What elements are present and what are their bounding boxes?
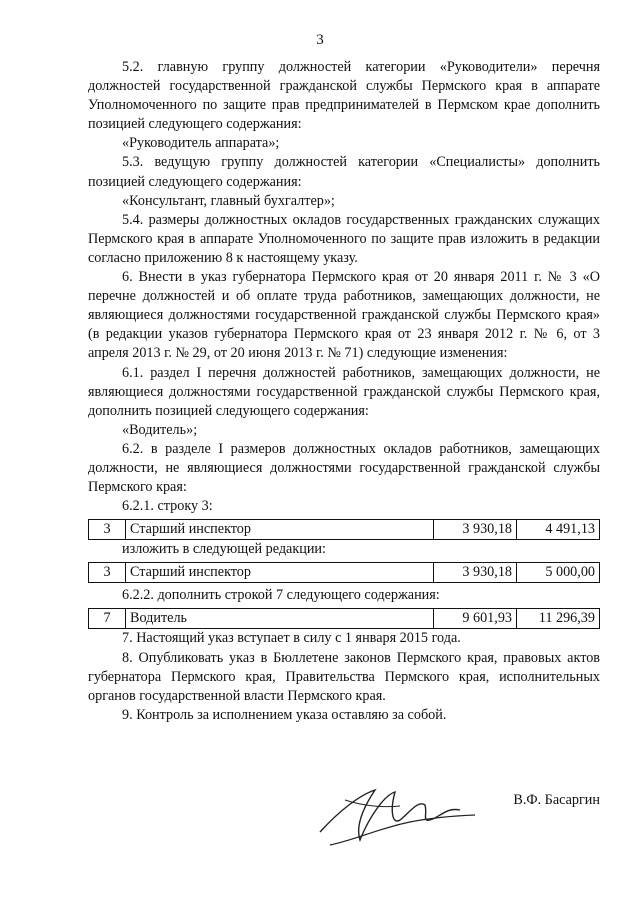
paragraph-5-2: 5.2. главную группу должностей категории «Руководители» перечня должностей государственной гражданской службы Пермского края в аппарате Уполномоченного по защите прав предпринимателей в Пермском крае дополнить позицией следующего содержания:: [88, 59, 600, 133]
signatory-name: В.Ф. Басаргин: [513, 792, 600, 808]
page-number: 3: [316, 32, 324, 48]
position-name: Водитель: [126, 609, 434, 629]
paragraph-6-1-quote: «Водитель»;: [122, 421, 198, 438]
paragraph-6: 6. Внести в указ губернатора Пермского края от 20 января 2011 г. № 3 «О перечне должностей и об оплате труда работников, замещающих должности, не являющиеся должностями государственной гражданской службы Пермского края» (в редакции указов губернатора Пермского края от 23 января 2012 г. № 6, от 3 апреля 2013 г. № 29, от 20 июня 2013 г. № 71) следующие изменения:: [88, 269, 600, 362]
salary-table-old-row: [88, 519, 600, 540]
salary-value-1: 9 601,93: [434, 609, 517, 629]
salary-value-2: 5 000,00: [517, 563, 600, 583]
paragraph-6-2-1: 6.2.1. строку 3:: [122, 498, 213, 515]
table-row: [89, 609, 600, 629]
paragraph-6-1: 6.1. раздел I перечня должностей работников, замещающих должности, не являющиеся должностями государственной гражданской службы Пермского края, дополнить позицией следующего содержания:: [88, 364, 600, 419]
salary-value-1: 3 930,18: [434, 563, 517, 583]
paragraph-7: 7. Настоящий указ вступает в силу с 1 января 2015 года.: [122, 630, 461, 647]
paragraph-8: 8. Опубликовать указ в Бюллетене законов Пермского края, правовых актов губернатора Пермского края, Правительства Пермского края, исполнительных органов государственной власти Пермского края.: [88, 649, 600, 704]
paragraph-6-2: 6.2. в разделе I размеров должностных окладов работников, замещающих должности, не являющиеся должностями государственной гражданской службы Пермского края:: [88, 440, 600, 496]
paragraph-5-2-quote: «Руководитель аппарата»;: [122, 135, 280, 152]
row-number: 3: [89, 520, 126, 540]
row-number: 3: [89, 563, 126, 583]
salary-value-2: 4 491,13: [517, 520, 600, 540]
paragraph-5-4: 5.4. размеры должностных окладов государственных гражданских служащих Пермского края в аппарате Уполномоченного по защите прав изложить в редакции согласно приложению 8 к настоящему указу.: [88, 211, 600, 266]
paragraph-replace-note: изложить в следующей редакции:: [122, 541, 326, 558]
salary-value-2: 11 296,39: [517, 609, 600, 629]
row-number: 7: [89, 609, 126, 629]
paragraph-5-3: 5.3. ведущую группу должностей категории «Специалисты» дополнить позицией следующего содержания:: [88, 154, 600, 190]
salary-value-1: 3 930,18: [434, 520, 517, 540]
handwritten-signature: [300, 770, 500, 860]
position-name: Старший инспектор: [126, 520, 434, 540]
position-name: Старший инспектор: [126, 563, 434, 583]
paragraph-6-2-2: 6.2.2. дополнить строкой 7 следующего содержания:: [122, 587, 440, 604]
paragraph-5-3-quote: «Консультант, главный бухгалтер»;: [122, 192, 335, 209]
document-body: [88, 58, 600, 725]
table-row: [89, 563, 600, 583]
salary-table-new-row: [88, 562, 600, 583]
paragraph-9: 9. Контроль за исполнением указа оставляю за собой.: [122, 706, 447, 723]
table-row: [89, 520, 600, 540]
salary-table-added-row: [88, 608, 600, 629]
